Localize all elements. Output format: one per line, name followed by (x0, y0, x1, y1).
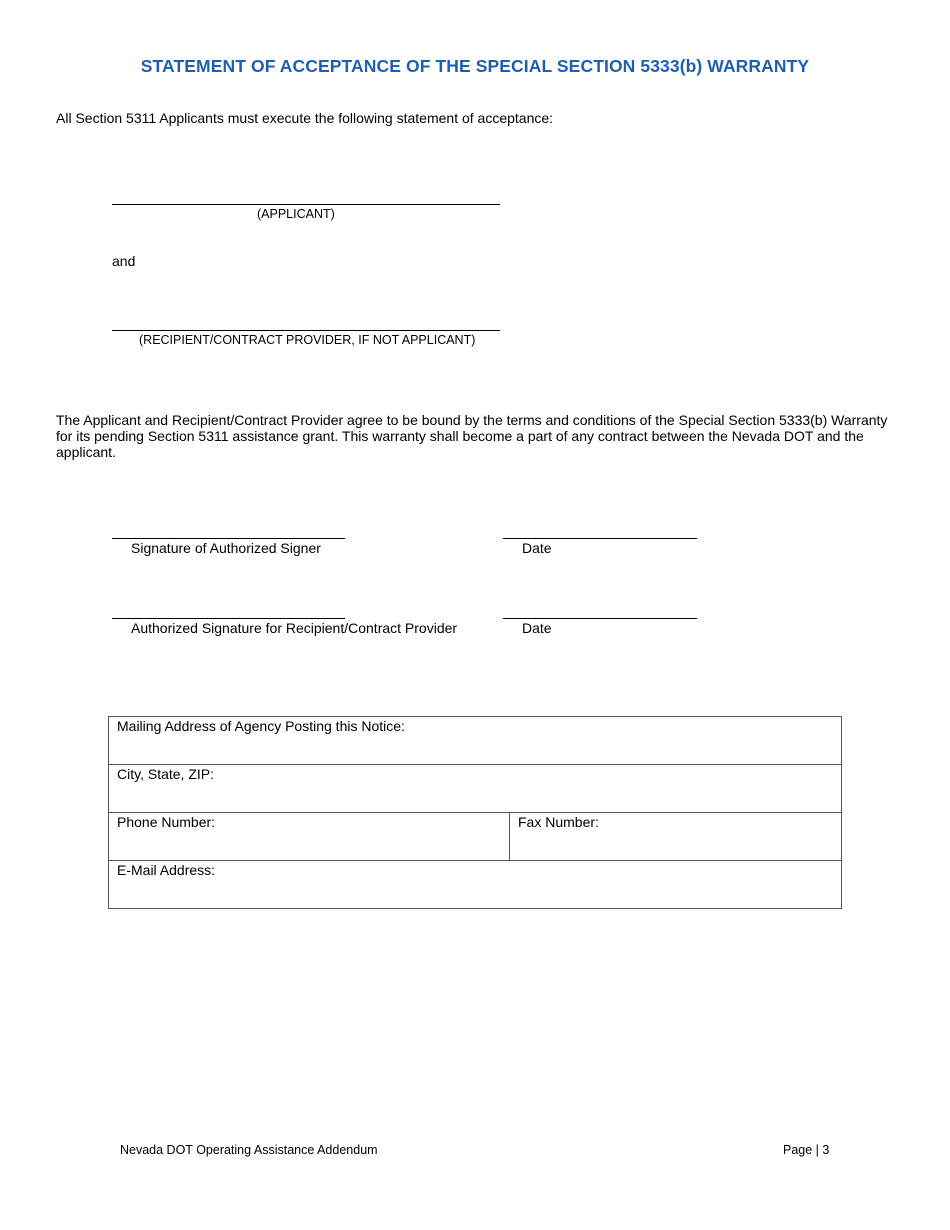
and-text: and (112, 253, 136, 269)
signer-date-line[interactable] (503, 538, 697, 539)
phone-number-label: Phone Number: (117, 814, 216, 830)
email-address-field[interactable] (109, 861, 842, 909)
city-state-zip-field[interactable] (109, 765, 842, 813)
contact-info-table (108, 716, 842, 909)
recipient-signature-label: Authorized Signature for Recipient/Contract Provider (131, 620, 458, 636)
mailing-address-field[interactable] (109, 717, 842, 765)
intro-text: All Section 5311 Applicants must execute the following statement of acceptance: (56, 110, 554, 126)
fax-number-field[interactable] (510, 813, 842, 861)
fax-number-label: Fax Number: (518, 814, 599, 830)
recipient-date-label: Date (522, 620, 552, 636)
phone-number-field[interactable] (109, 813, 510, 861)
document-title: STATEMENT OF ACCEPTANCE OF THE SPECIAL SECTION 5333(b) WARRANTY (140, 56, 810, 76)
signer-signature-label: Signature of Authorized Signer (131, 540, 321, 556)
recipient-label: (RECIPIENT/CONTRACT PROVIDER, IF NOT APPLICANT) (139, 333, 476, 347)
recipient-date-line[interactable] (503, 618, 697, 619)
agreement-paragraph: The Applicant and Recipient/Contract Provider agree to be bound by the terms and conditions of the Special Section 5333(b) Warranty for its pending Section 5311 assistance grant. This warranty shall become a part of any contract between the Nevada DOT and the applicant. (56, 412, 888, 460)
applicant-label: (APPLICANT) (257, 207, 335, 221)
email-address-label: E-Mail Address: (117, 862, 216, 878)
footer-page-number: Page | 3 (783, 1143, 830, 1157)
applicant-line[interactable] (112, 204, 500, 205)
recipient-signature-line[interactable] (112, 618, 345, 619)
footer-document-name: Nevada DOT Operating Assistance Addendum (120, 1143, 378, 1157)
signer-signature-line[interactable] (112, 538, 345, 539)
mailing-address-label: Mailing Address of Agency Posting this Notice: (117, 718, 405, 734)
city-state-zip-label: City, State, ZIP: (117, 766, 214, 782)
recipient-line[interactable] (112, 330, 500, 331)
signer-date-label: Date (522, 540, 552, 556)
